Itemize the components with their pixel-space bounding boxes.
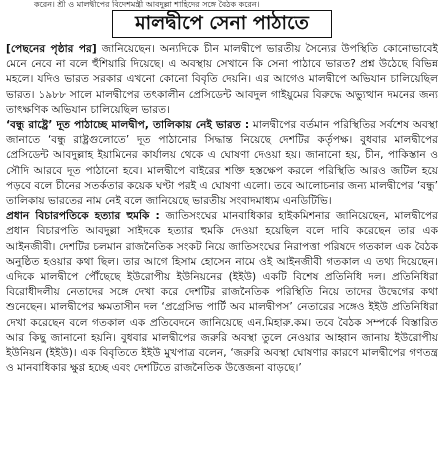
- subheading-threat: প্রধান বিচারপতিকে হত্যার হুমকি :: [6, 210, 160, 223]
- paragraph-3-text: জাতিসংঘের মানবাধিকার হাইকমিশনার জানিয়েছেন, মালদ্বীপের প্রধান বিচারপতি আবদুল্লা সাইদকে হত্যার হুমকি দেওয়া হয়েছিল বলে দাবি করেছেন তার এক আইনজীবী। দেশটির চলমান রাজনৈতিক সংকট নিয়ে জাতিসংঘের নিরাপত্তা পরিষদে গতকাল এক বৈঠক অনুষ্ঠিত হওয়ার কথা ছিল। তার আগে হিসাম হোসেন নামে ওই আইনজীবী গতকাল এ তথ্য দিয়েছেন। এদিকে মালদ্বীপে পৌঁছেছে ইউরোপীয় ইউনিয়নের (ইইউ) একটি বিশেষ প্রতিনিধি দল। প্রতিনিধিরা বিরোধীদলীয় নেতাদের সঙ্গে দেখা করে দেশটির রাজনৈতিক পরিস্থিতি নিয়ে তাদের উদ্বেগের কথা শুনেছেন। মালদ্বীপের ক্ষমতাসীন দল ‘প্রগ্রেসিভ পার্টি অব মালদ্বীপস’ নেতারের সঙ্গেও ইইউ প্রতিনিধিরা দেখা করেছেন বলে গতকাল এক প্রতিবেদনে জানিয়েছে এন.মিহারু.কম। তবে বৈঠক সম্পর্কে বিস্তারিত আর কিছু জানানো হয়নি। বুধবার মালদ্বীপের জরুরি অবস্থা তুলে নেওয়ার আহ্বান জানায় ইউরোপীয় ইউনিয়ন (ইইউ)। এক বিবৃতিতে ইইউ মুখপাত্র বলেন, ‘জরুরি অবস্থা ঘোষণার কারণে মালদ্বীপের গণতন্ত্র ও মানবাধিকার ক্ষুণ্ণ হচ্ছে এবং দেশটিতে রাজনৈতিক উত্তেজনা বাড়ছে।’: [6, 210, 438, 375]
- paragraph-1-text: জানিয়েছেন। অন্যদিকে চীন মালদ্বীপে ভারতীয় সৈন্যের উপস্থিতি কোনোভাবেই মেনে নেবে না বলে হুঁশিয়ারি দিয়েছে। এ অবস্থায় সেখানে কি সেনা পাঠাবে ভারত? প্রশ্ন উঠেছে বিভিন্ন মহলে। যদিও ভারত সরকার এখনো কোনো বিবৃতি দেয়নি। এর আগেও মালদ্বীপে অভিযান চালিয়েছিল ভারত। ১৯৮৮ সালে মালদ্বীপের তৎকালীন প্রেসিডেন্ট আবদুল গাইয়ুমের বিরুদ্ধে অভ্যুত্থান দমনের জন্য তাৎক্ষণিক অভিযান চালিয়েছিল ভারত।: [6, 43, 438, 116]
- paragraph-3: [6, 209, 438, 376]
- continued-from-label: [পেছনের পৃষ্ঠার পর]: [6, 43, 97, 55]
- subheading-envoys: ‘বন্ধু রাষ্ট্রে’ দূত পাঠাচ্ছে মালদ্বীপ, তালিকায় নেই ভারত :: [6, 119, 250, 132]
- paragraph-2-text: মালদ্বীপের বর্তমান পরিস্থিতির সর্বশেষ অবস্থা জানাতে ‘বন্ধু রাষ্ট্রগুলোতে’ দূত পাঠানোর সিদ্ধান্ত নিয়েছে দেশটির কর্তৃপক্ষ। বুধবার মালদ্বীপের প্রেসিডেন্ট আবদুল্লাহ ইয়ামিনের কার্যালয় থেকে এ ঘোষণা দেওয়া হয়। জানানো হয়, চীন, পাকিস্তান ও সৌদি আরবে দূত পাঠানো হবে। মালদ্বীপে বাইরের শক্তি হস্তক্ষেপ করলে পরিস্থিতি আরও জটিল হয়ে পড়বে বলে চীনের সতর্কতার কয়েক ঘণ্টা পরই এ ঘোষণা এলো। তবে আলোচনার জন্য মালদ্বীপের ‘বন্ধু’ তালিকায় ভারতের নাম নেই বলে জানিয়েছে ভারতীয় সংবাদমাধ্যম এনডিটিভি।: [6, 119, 438, 208]
- previous-article-fragment: করেন। শ্রী ও মালদ্বীপের বিদেশমন্ত্রী আবদুল্লা শাহিদের সঙ্গে বৈঠক করেন।: [34, 0, 260, 9]
- headline: মালদ্বীপে সেনা পাঠাতে: [112, 10, 332, 38]
- paragraph-1: [6, 42, 438, 118]
- article-body: [6, 42, 438, 458]
- paragraph-2: [6, 118, 438, 209]
